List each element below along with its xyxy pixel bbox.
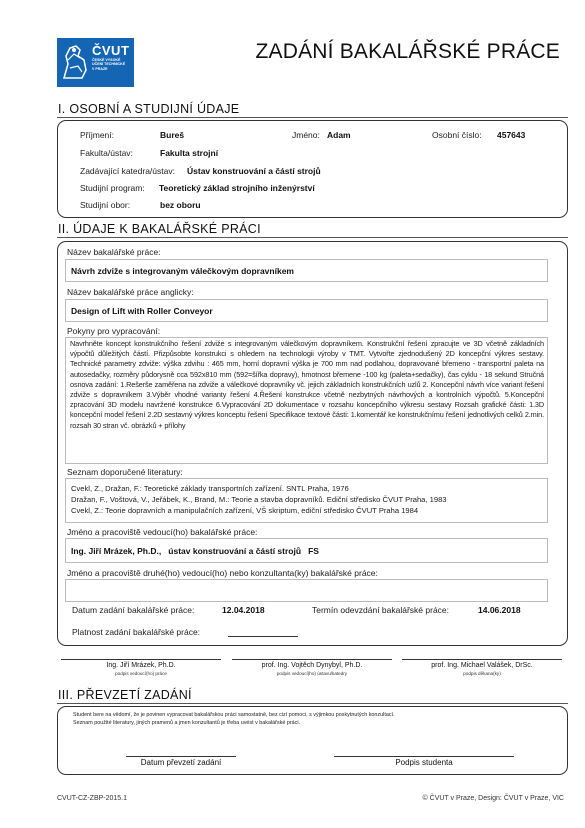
instructions-text: Navrhněte koncept konstrukčního řešení zdviže s integrovaným válečkovým dopravníkem. Konstrukční řešení zpracujte ve 3D včetně základních výpočtů důležitých částí. Přizpůsobte konstrukci s ohledem na technologii výroby v TMT. Vytvořte zjednodušený 2D koncepční výkres sestavy. Technické parametry zdviže: výška zdvihu : 465 mm, horní dopravní výška je 700 mm nad podlahou, dopravované břemeno - transportní paleta na autosedačky, rozměry půdorysně cca 592x810 mm (592=šířka dopravy), hmotnost břemene -100 kg (paleta+sedačky), čas cyklu - 18 sekund Stručná osnova zadání: 1.Rešerše zaměřena na zdviže a válečkové dopravníky vč. jejich základních konstrukčních uzlů 2. Koncepční návrh více variant řešení zdviže s dopravníkem 3.Výběr vhodné varianty řešení 4.Řešení konstrukce včetně nezbytných návrhových a kontrolních výpočtů. 5.Koncepční zpracování 3D modelu navržené konstrukce 6.Vypracování 2D dokumentace v rozsahu koncepčního výkresu sestavy Rozsah grafické části: 1.3D koncepční model řešení 2.2D sestavný výkres konceptu řešení Specifikace textové části: 1.komentář ke konstrukčnímu řešení jednotlivých celků 2.min. rozsah 30 stran vč. obrázků + přílohy [70, 339, 544, 430]
id-label: Osobní číslo: [432, 130, 482, 140]
logo-brand: ČVUT [92, 43, 130, 58]
surname-label: Příjmení: [80, 130, 115, 140]
signature-name: prof. Ing. Michael Valášek, DrSc. [431, 662, 533, 669]
name-label: Jméno: [292, 130, 320, 140]
second-supervisor-field [65, 579, 548, 602]
signature-line [402, 659, 562, 660]
section2-heading: II. ÚDAJE K BAKALÁŘSKÉ PRÁCI [58, 222, 261, 236]
form-code: CVUT-CZ-ZBP-2015.1 [57, 795, 128, 802]
section3-rule [57, 703, 568, 704]
acceptance-text-1: Student bere na vědomí, že je povinen vypracovat bakalářskou práci samostatně, bez cizí pomoci, s výjimkou poskytnutých konzultací. [73, 712, 395, 718]
copyright: © ČVUT v Praze, Design: ČVUT v Praze, VIC [422, 795, 564, 802]
lion-emblem-icon [60, 42, 90, 83]
dept-value: Ústav konstruování a částí strojů [187, 166, 321, 176]
signature-name: Ing. Jiří Mrázek, Ph.D. [106, 662, 176, 669]
program-label: Studijní program: [80, 183, 145, 193]
supervisor-label: Jméno a pracoviště vedoucí(ho) bakalářské práce: [67, 527, 258, 537]
field-label: Studijní obor: [80, 200, 131, 210]
supervisor-value: Ing. Jiří Mrázek, Ph.D., ústav konstruování a částí strojů FS [71, 546, 319, 556]
thesis-title-value: Návrh zdviže s integrovaným válečkovým dopravníkem [71, 266, 294, 276]
instructions-label: Pokyny pro vypracování: [67, 326, 161, 336]
program-value: Teoretický základ strojního inženýrství [159, 183, 315, 193]
signature-role: podpis vedoucí(ho) ústavu/katedry [276, 671, 348, 676]
section3-heading: III. PŘEVZETÍ ZADÁNÍ [58, 688, 192, 702]
dept-label: Zadávající katedra/ústav: [80, 166, 175, 176]
validity-blank [228, 636, 298, 637]
student-signature-label: Podpis studenta [395, 758, 453, 767]
cvut-logo [57, 38, 134, 87]
literature-item: Cvekl, Z., Dražan, F.: Teoretické základy transportních zařízení. SNTL Praha, 1976 [71, 484, 349, 493]
assignment-date-value: 12.04.2018 [222, 605, 265, 615]
logo-subtitle: ČESKÉ VYSOKÉ UČENÍ TECHNICKÉ V PRAZE [92, 58, 126, 71]
document-title: ZADÁNÍ BAKALÁŘSKÉ PRÁCE [255, 40, 560, 63]
thesis-title-en-value: Design of Lift with Roller Conveyor [71, 306, 213, 316]
faculty-label: Fakulta/ústav: [80, 148, 133, 158]
signature-role: podpis vedoucí(ho) práce [115, 671, 167, 676]
deadline-label: Termín odevzdání bakalářské práce: [312, 605, 450, 615]
signature-name: prof. Ing. Vojtěch Dynybyl, Ph.D. [261, 662, 363, 669]
signature-line [232, 659, 392, 660]
acceptance-text-2: Seznam použité literatury, jiných pramenů a jmen konzultantů je třeba uvést v bakalářské práci. [73, 720, 301, 726]
thesis-title-label: Název bakalářské práce: [67, 247, 161, 257]
signature-line [61, 659, 221, 660]
signature-role: podpis děkana(ky) [463, 671, 501, 676]
surname-value: Bureš [160, 130, 185, 140]
literature-item: Cvekl, Z.: Teorie dopravních a manipulačních zařízení, VŠ skriptum, ediční středisko ČVUT Praha 1984 [71, 506, 419, 515]
section1-heading: I. OSOBNÍ A STUDIJNÍ ÚDAJE [58, 102, 240, 116]
deadline-value: 14.06.2018 [478, 605, 521, 615]
acceptance-date-label: Datum převzetí zadání [140, 758, 222, 767]
faculty-value: Fakulta strojní [160, 148, 219, 158]
name-value: Adam [327, 130, 351, 140]
id-value: 457643 [497, 130, 526, 140]
field-value: bez oboru [160, 200, 201, 210]
section1-rule [57, 117, 568, 118]
validity-label: Platnost zadání bakalářské práce: [72, 627, 201, 637]
student-signature-line [334, 756, 514, 757]
acceptance-date-line [126, 756, 236, 757]
thesis-title-en-label: Název bakalářské práce anglicky: [67, 287, 194, 297]
second-supervisor-label: Jméno a pracoviště druhé(ho) vedoucí(ho) nebo konzultanta(ky) bakalářské práce: [67, 568, 378, 578]
section2-rule [57, 237, 568, 238]
literature-item: Dražan, F., Voštová, V., Jeřábek, K., Brand, M.: Teorie a stavba dopravníků. Ediční středisko ČVUT Praha, 1983 [71, 495, 447, 504]
literature-label: Seznam doporučené literatury: [67, 467, 183, 477]
assignment-date-label: Datum zadání bakalářské práce: [72, 605, 195, 615]
